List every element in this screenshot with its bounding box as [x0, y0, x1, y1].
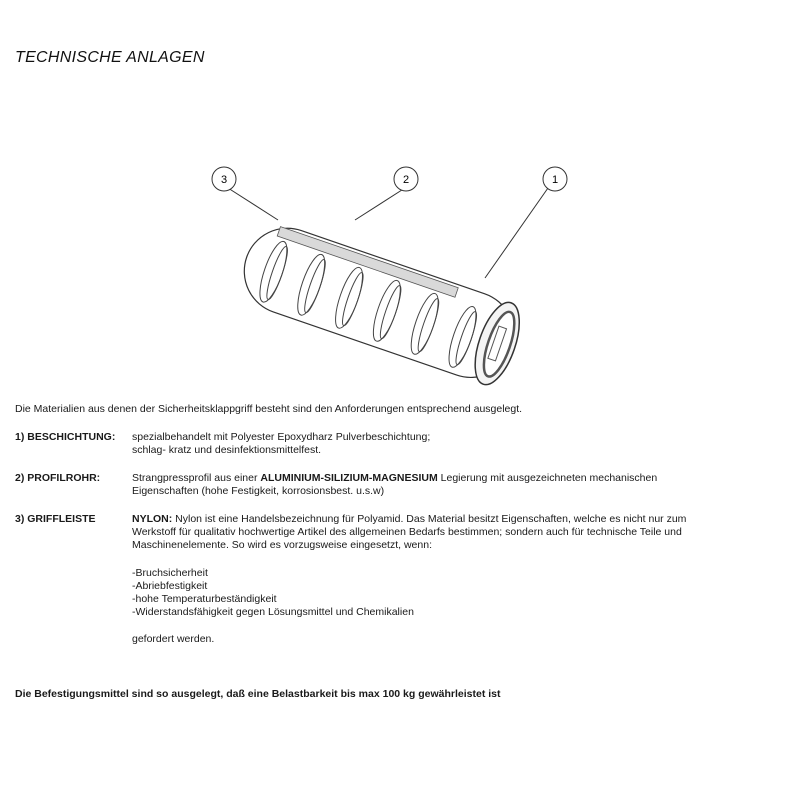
text-run: Nylon ist eine Handelsbezeichnung für Polyamid. Das Material besitzt Eigenschaften, welche es nicht nur zum — [172, 513, 687, 525]
section-body — [132, 431, 430, 457]
section-label: 2) PROFILROHR: — [15, 472, 101, 484]
list-item: -Abriebfestigkeit — [132, 580, 208, 592]
tube-body — [233, 217, 529, 390]
section-line — [132, 472, 657, 485]
callout-1-label: 1 — [551, 174, 559, 186]
intro-text: Die Materialien aus denen der Sicherheitsklappgriff besteht sind den Anforderungen entsprechend ausgelegt. — [15, 403, 523, 415]
list-item: -Widerstandsfähigkeit gegen Lösungsmittel und Chemikalien — [132, 606, 414, 618]
callout-2-label: 2 — [402, 174, 410, 186]
handle-technical-drawing — [200, 160, 580, 390]
section-body — [132, 513, 686, 646]
text-run: Strangpressprofil aus einer — [132, 472, 261, 484]
list-item: -hohe Temperaturbeständigkeit — [132, 593, 277, 605]
page-title: TECHNISCHE ANLAGEN — [15, 49, 205, 66]
handle-illustration — [200, 160, 580, 390]
section-line: spezialbehandelt mit Polyester Epoxydharz Pulverbeschichtung; — [132, 431, 431, 443]
alloy-name: ALUMINIUM-SILIZIUM-MAGNESIUM — [260, 472, 438, 484]
section-line — [132, 513, 686, 526]
section-line: Eigenschaften (hohe Festigkeit, korrosionsbest. u.s.w) — [132, 485, 385, 497]
callout-3-label: 3 — [220, 174, 228, 186]
section-body — [132, 472, 657, 498]
section-label: 3) GRIFFLEISTE — [15, 513, 96, 525]
property-list — [132, 567, 686, 619]
leader-line-3 — [228, 188, 278, 220]
material-name: NYLON: — [132, 513, 173, 525]
leader-line-2 — [355, 188, 405, 220]
leader-line-1 — [485, 188, 548, 278]
section-line: schlag- kratz und desinfektionsmittelfest. — [132, 444, 322, 456]
list-item: -Bruchsicherheit — [132, 567, 208, 579]
text-run: Legierung mit ausgezeichneten mechanischen — [437, 472, 658, 484]
section-line: Werkstoff für qualitativ hochwertige Artikel des allgemeinen Bedarfs bestimmen; sondern auch für technische Teile und — [132, 526, 682, 538]
closing-text: gefordert werden. — [132, 633, 215, 645]
footer-note: Die Befestigungsmittel sind so ausgelegt, daß eine Belastbarkeit bis max 100 kg gewährleistet ist — [15, 688, 501, 700]
section-label: 1) BESCHICHTUNG: — [15, 431, 116, 443]
section-line: Maschinenelemente. So wird es vorzugsweise eingesetzt, wenn: — [132, 539, 432, 551]
